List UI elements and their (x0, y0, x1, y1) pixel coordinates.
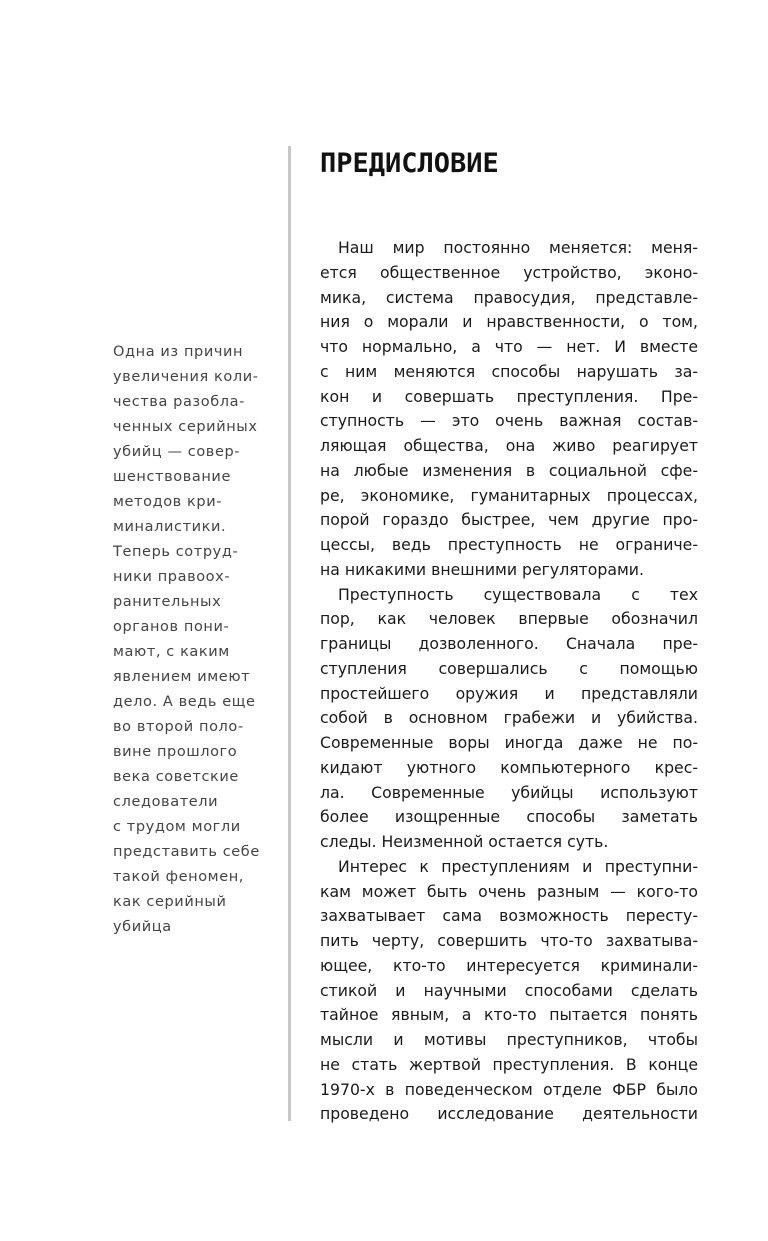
text-line: кон и совершать преступления. Пре- (320, 386, 698, 406)
text-line: следы. Неизменной остается суть. (320, 832, 609, 851)
sidebar-line: шенствование (113, 469, 231, 485)
text-line: кидают уютного компьютерного крес- (320, 757, 698, 777)
text-line: с ним меняются способы нарушать за- (320, 361, 698, 381)
sidebar-line: века советские (113, 769, 239, 785)
text-line: Наш мир постоянно меняется: меня- (338, 238, 698, 257)
sidebar-line: такой феномен, (113, 869, 245, 885)
text-line: ющее, кто-то интересуется криминали- (320, 955, 698, 975)
sidebar-line: во второй поло- (113, 719, 244, 735)
text-line: ла. Современные убийцы используют (320, 782, 698, 802)
sidebar-line: миналистики. (113, 519, 227, 535)
sidebar-line: ченных серийных (113, 419, 258, 435)
sidebar-line: следователи (113, 794, 219, 810)
text-line: более изощренные способы заметать (320, 807, 698, 827)
text-line: ступления совершались с помощью (320, 658, 698, 678)
text-line: мысли и мотивы преступников, чтобы (320, 1030, 698, 1049)
text-line: 1970-х в поведенческом отделе ФБР было (320, 1079, 698, 1099)
text-line: пор, как человек впервые обозначил (320, 609, 698, 629)
text-line: границы дозволенного. Сначала пре- (320, 634, 698, 653)
text-line: пить черту, совершить что-то захватыва- (320, 931, 698, 950)
text-line: что нормально, а что — нет. И вместе (320, 337, 698, 356)
sidebar-line: чества разобла- (113, 394, 245, 410)
paragraph (320, 236, 698, 583)
text-line: кам может быть очень разным — кого-то (320, 881, 698, 901)
text-line: тайное явным, а кто-то пытается понять (320, 1005, 698, 1025)
paragraph (320, 855, 698, 1127)
sidebar-line: дело. А ведь еще (113, 694, 256, 710)
text-line: собой в основном грабежи и убийства. (320, 708, 698, 728)
sidebar-line: вине прошлого (113, 744, 238, 760)
sidebar-line: методов кри- (113, 494, 223, 510)
text-line: ляющая общества, она живо реагирует (320, 436, 698, 455)
text-line: ступность — это очень важная состав- (320, 411, 698, 431)
sidebar-line: мают, с каким (113, 644, 230, 660)
text-line: порой гораздо быстрее, чем другие про- (320, 510, 698, 530)
text-line: Современные воры иногда даже не по- (320, 733, 698, 752)
sidebar-line: представить себе (113, 844, 260, 860)
main-text (320, 236, 698, 1127)
sidebar-line: ники правоох- (113, 569, 231, 585)
text-line: ре, экономике, гуманитарных процессах, (320, 485, 698, 505)
sidebar-line: явлением имеют (113, 669, 251, 685)
paragraph (320, 583, 698, 855)
text-line: на никакими внешними регуляторами. (320, 559, 644, 579)
sidebar-line: убийц — совер- (113, 444, 241, 460)
text-line: проведено исследование деятельности (320, 1104, 698, 1124)
sidebar-line: как серийный (113, 894, 227, 910)
text-line: Преступность существовала с тех (338, 584, 698, 604)
text-line: на любые изменения в социальной сфе- (320, 460, 698, 480)
sidebar-line: Одна из причин (113, 344, 244, 360)
text-line: не стать жертвой преступления. В конце (320, 1054, 698, 1074)
page-title: ПРЕДИСЛОВИЕ (320, 148, 499, 179)
text-line: Интерес к преступлениям и преступни- (338, 856, 698, 876)
text-line: простейшего оружия и представляли (320, 683, 698, 703)
sidebar-line: убийца (113, 919, 172, 935)
text-line: мика, система правосудия, представле- (320, 287, 698, 307)
sidebar-line: с трудом могли (113, 819, 241, 835)
text-line: цессы, ведь преступность не ограниче- (320, 535, 698, 554)
sidebar-line: ранительных (113, 594, 222, 610)
text-line: стикой и научными способами сделать (320, 980, 698, 1000)
column-divider (288, 146, 291, 1121)
text-line: захватывает сама возможность пересту- (320, 906, 698, 926)
text-line: ется общественное устройство, эконо- (320, 262, 698, 282)
sidebar-line: Теперь сотруд- (113, 544, 239, 560)
sidebar-line: органов пони- (113, 619, 230, 635)
sidebar-line: увеличения коли- (113, 369, 259, 385)
sidebar-note (113, 340, 278, 940)
text-line: ния о морали и нравственности, о том, (320, 312, 698, 332)
